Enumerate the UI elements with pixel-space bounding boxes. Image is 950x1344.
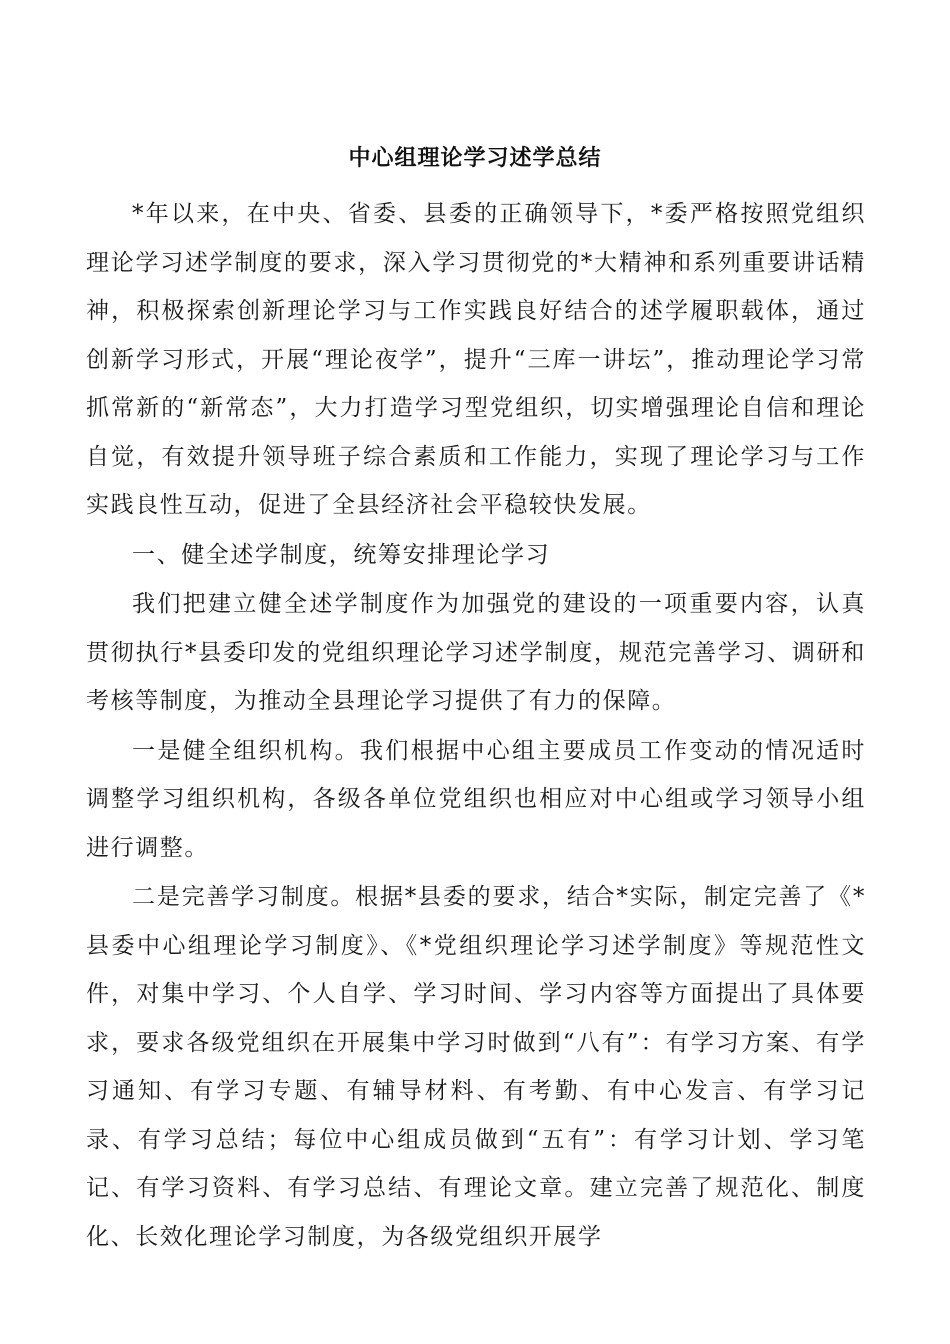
document-body [86,190,866,1262]
document-title: 中心组理论学习述学总结 [348,145,602,171]
section-heading-1: 一、健全述学制度，统筹安排理论学习 [132,541,551,568]
point-1-paragraph: 一是健全组织机构。我们根据中心组主要成员工作变动的情况适时调整学习组织机构，各级各单位党组织也相应对中心组或学习领导小组进行调整。 [86,737,866,861]
section-1-paragraph: 我们把建立健全述学制度作为加强党的建设的一项重要内容，认真贯彻执行*县委印发的党组织理论学习述学制度，规范完善学习、调研和考核等制度，为推动全县理论学习提供了有力的保障。 [86,591,866,714]
intro-paragraph: *年以来，在中央、省委、县委的正确领导下，*委严格按照党组织理论学习述学制度的要求，深入学习贯彻党的*大精神和系列重要讲话精神，积极探索创新理论学习与工作实践良好结合的述学履职载体，通过创新学习形式，开展“理论夜学”，提升“三库一讲坛”，推动理论学习常抓常新的“新常态”，大力打造学习型党组织，切实增强理论自信和理论自觉，有效提升领导班子综合素质和工作能力，实现了理论学习与工作实践良性互动，促进了全县经济社会平稳较快发展。 [86,201,866,518]
point-2-paragraph: 二是完善学习制度。根据*县委的要求，结合*实际，制定完善了《*县委中心组理论学习制度》、《*党组织理论学习述学制度》等规范性文件，对集中学习、个人自学、学习时间、学习内容等方面提出了具体要求，要求各级党组织在开展集中学习时做到“八有”：有学习方案、有学习通知、有学习专题、有辅导材料、有考勤、有中心发言、有学习记录、有学习总结；每位中心组成员做到“五有”：有学习计划、学习笔记、有学习资料、有学习总结、有理论文章。建立完善了规范化、制度化、长效化理论学习制度，为各级党组织开展学 [86,884,866,1250]
